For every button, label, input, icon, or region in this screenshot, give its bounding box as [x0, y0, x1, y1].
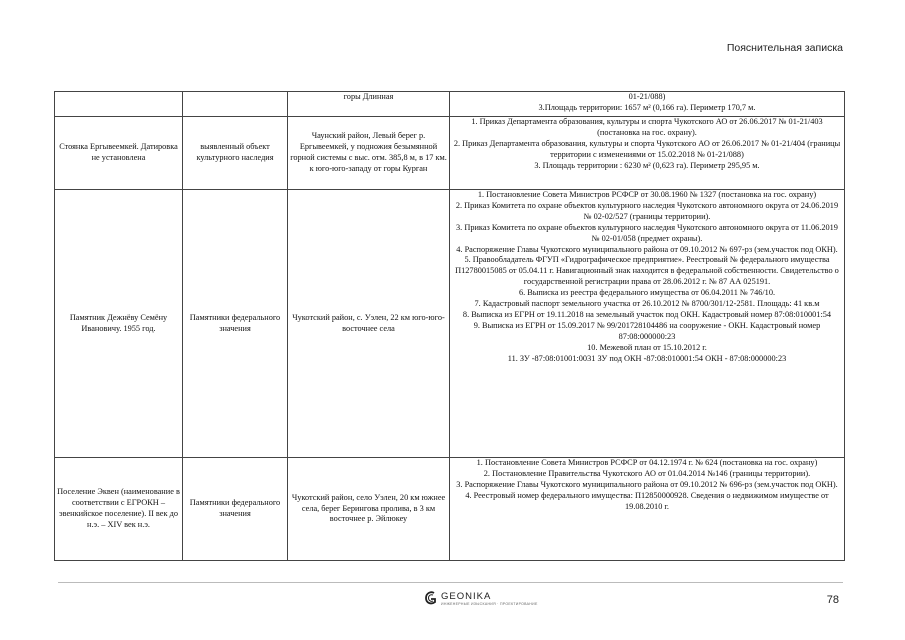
document-line: 2. Постановление Правительства Чукотского АО от 01.04.2014 №146 (границы территории). [483, 468, 811, 478]
document-line: 8. Выписка из ЕГРН от 19.11.2018 на земельный участок под ОКН. Кадастровый номер 87:08:010001:54 [462, 309, 832, 319]
location-cell: Чукотский район, с. Уэлен, 22 км юго-юго-восточнее села [288, 190, 450, 458]
document-line: 1. Постановление Совета Министров РСФСР от 04.12.1974 г. № 624 (постановка на гос. охрану) [476, 458, 818, 467]
document-line: 1. Приказ Департамента образования, культуры и спорта Чукотского АО от 26.06.2017 № 01-21/403 (постановка на гос. охрану). [471, 117, 823, 137]
object-name-cell: Стоянка Ергывеемкей. Датировка не установлена [55, 117, 183, 190]
object-type-cell: Памятники федерального значения [183, 190, 288, 458]
location-cell: Чукотский район, село Уэлен, 20 км южнее села, берег Берингова пролива, в 3 км восточнее р. Эйлюкеу [288, 458, 450, 561]
document-line: 2. Приказ Комитета по охране объектов культурного наследия Чукотского автономного округа от 24.06.2019 № 02-02/527 (границы территории). [455, 200, 839, 221]
object-name-cell: Поселение Эквен (наименование в соответствии с ЕГРОКН – эвенкийское поселение). II век до н.э. – XIV век н.э. [55, 458, 183, 561]
location-cell: горы Длинная [288, 92, 450, 117]
documents-cell [450, 117, 845, 190]
geonika-logo [424, 590, 538, 606]
document-line: 6. Выписка из реестра федерального имущества от 06.04.2011 № 746/10. [518, 288, 776, 298]
logo-subtitle: ИНЖЕНЕРНЫЕ ИЗЫСКАНИЯ · ПРОЕКТИРОВАНИЕ [441, 601, 538, 606]
document-line: 1. Постановление Совета Министров РСФСР от 30.08.1960 № 1327 (постановка на гос. охрану) [477, 190, 817, 199]
location-cell: Чаунский район, Левый берег р. Ергывеемкей, у подножия безымянной горной системы с выс. отм. 385,8 м, в 17 км. к юго-юго-западу от горы Курган [288, 117, 450, 190]
object-type-cell [183, 92, 288, 117]
table-row [55, 190, 845, 458]
table-row [55, 92, 845, 117]
object-type-cell: Памятники федерального значения [183, 458, 288, 561]
footer-divider [58, 582, 843, 583]
document-line: 3. Площадь территории : 6230 м² (0,623 га). Периметр 295,95 м. [534, 160, 760, 170]
page-number: 78 [826, 594, 839, 606]
document-line: 01-21/088) [628, 92, 666, 101]
geonika-logo-icon [424, 590, 438, 606]
table-row [55, 117, 845, 190]
logo-text: GEONIKA [441, 590, 492, 602]
document-line: 4. Реестровый номер федерального имущества: П12850000928. Сведения о недвижимом имуществе от 19.08.2010 г. [465, 490, 829, 511]
documents-cell [450, 190, 845, 458]
document-line: 7. Кадастровый паспорт земельного участка от 26.10.2012 № 8700/301/12-2581. Площадь: 41 кв.м [474, 299, 820, 309]
object-type-cell: выявленный объект культурного наследия [183, 117, 288, 190]
table-row [55, 458, 845, 561]
documents-cell [450, 458, 845, 561]
heritage-objects-table [54, 91, 845, 561]
document-header-title: Пояснительная записка [726, 42, 843, 54]
object-name-cell: Памятник Дежнёву Семёну Ивановичу. 1955 год. [55, 190, 183, 458]
document-line: 10. Межевой план от 15.10.2012 г. [587, 342, 707, 352]
document-line: 4. Распоряжение Главы Чукотского муниципального района от 09.10.2012 № 697-рз (зем.участок под ОКН). [456, 244, 838, 254]
document-line: 3. Приказ Комитета по охране объектов культурного наследия Чукотского автономного округа от 11.06.2019 № 02-01/058 (предмет охраны). [456, 222, 838, 243]
document-line: 9. Выписка из ЕГРН от 15.09.2017 № 99/201728104486 на сооружение - ОКН. Кадастровый номер 87:08:000000:23 [473, 320, 821, 341]
documents-cell [450, 92, 845, 117]
document-line: 11. ЗУ -87:08:01001:0031 ЗУ под ОКН -87:08:010001:54 ОКН - 87:08:000000:23 [507, 353, 787, 363]
object-name-cell [55, 92, 183, 117]
document-line: 3.Площадь территории: 1657 м² (0,166 га). Периметр 170,7 м. [538, 102, 756, 112]
document-line: 2. Приказ Департамента образования, культуры и спорта Чукотского АО от 26.06.2017 № 01-21/404 (границы территории с изменениями от 15.02.2018 № 01-21/088) [453, 138, 841, 159]
document-line: 5. Правообладатель ФГУП «Гидрографическое предприятие». Реестровый № федерального имущества П12780015085 от 05.04.11 г. Навигационный знак находится в федеральной собственности. Свидетельство о государственной регистрации права от 28.06.2012 г. № 87 АА 025191. [455, 255, 839, 287]
document-line: 3. Распоряжение Главы Чукотского муниципального района от 09.10.2012 № 696-рз (зем.участок под ОКН). [456, 479, 838, 489]
